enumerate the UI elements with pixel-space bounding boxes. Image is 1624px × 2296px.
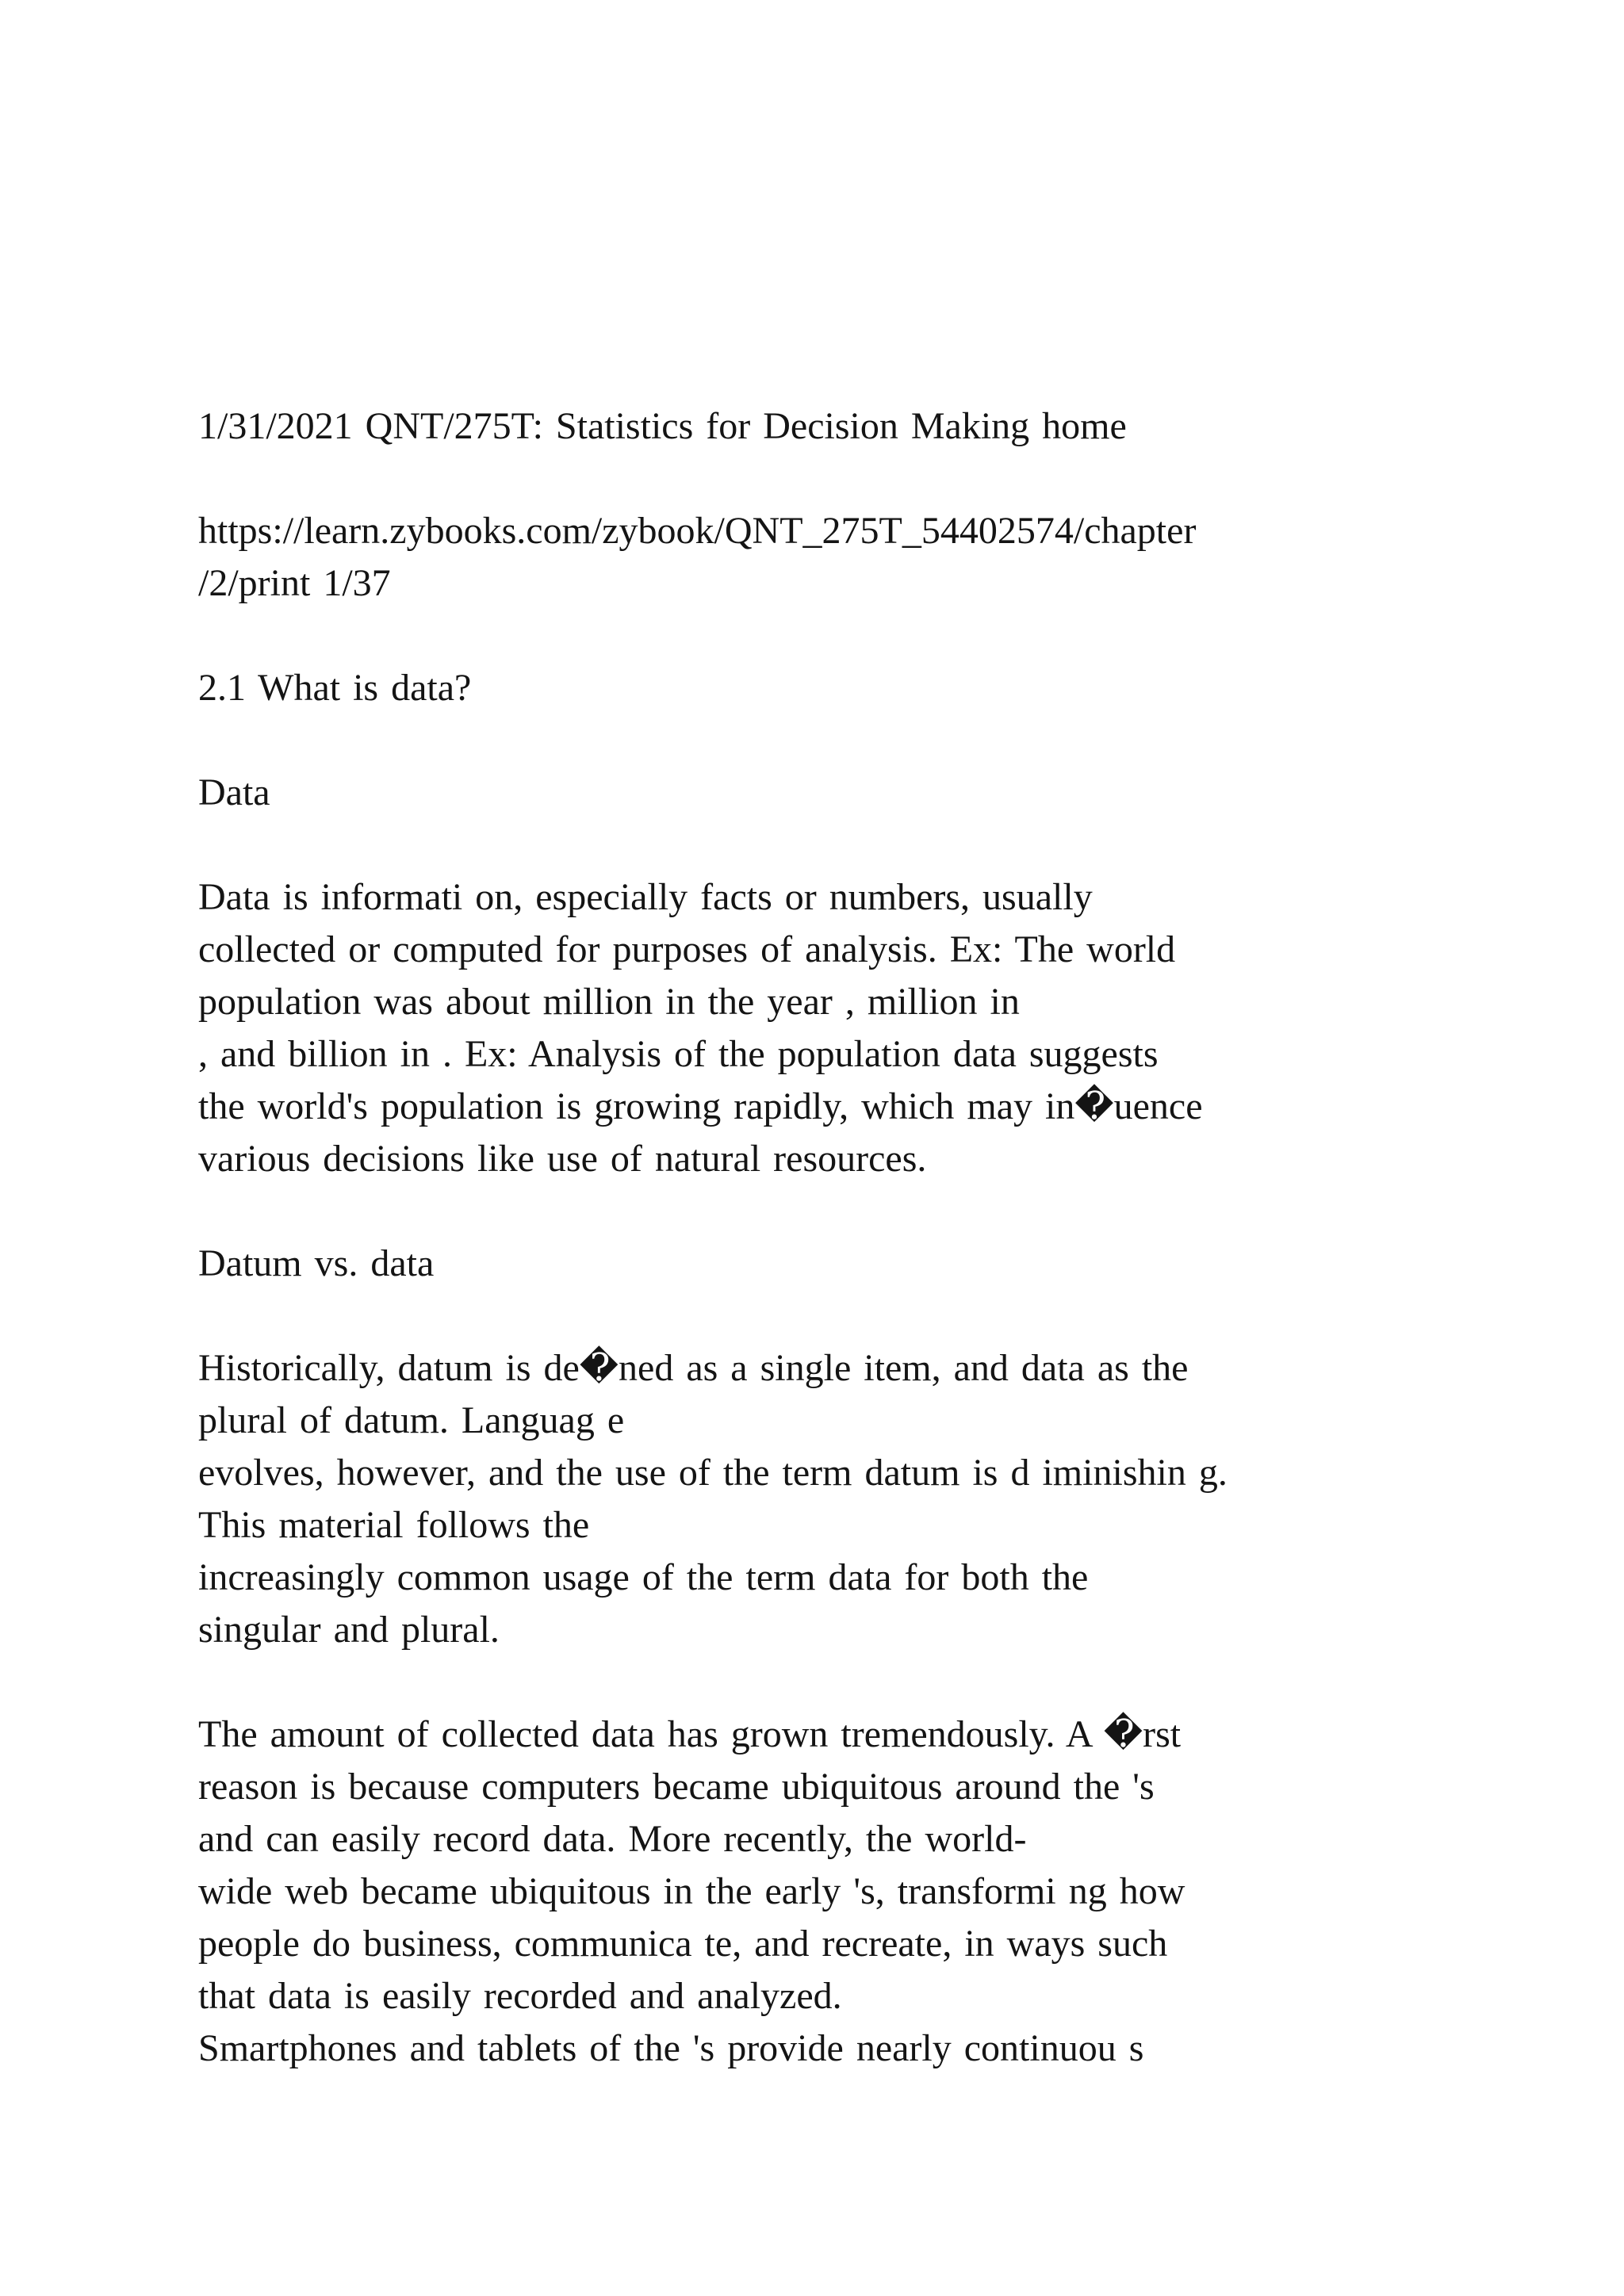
text-line: people do business, communica te, and recreate, in ways such xyxy=(198,1923,1168,1965)
text-line: the world's population is growing rapidly, which may in�uence xyxy=(198,1085,1203,1127)
datum-paragraph xyxy=(198,1342,1515,1656)
data-definition-paragraph xyxy=(198,871,1515,1185)
data-heading xyxy=(198,767,1515,819)
text-line: and can easily record data. More recently, the world- xyxy=(198,1818,1027,1860)
text-line: /2/print 1/37 xyxy=(198,562,391,604)
text-line: This material follows the xyxy=(198,1504,590,1546)
text-line: The amount of collected data has grown tremendously. A �rst xyxy=(198,1713,1182,1755)
text-line: Historically, datum is de�ned as a single item, and data as the xyxy=(198,1347,1189,1389)
text-line: https://learn.zybooks.com/zybook/QNT_275T_54402574/chapter xyxy=(198,510,1197,552)
text-line: singular and plural. xyxy=(198,1609,500,1651)
text-line: , and billion in . Ex: Analysis of the population data suggests xyxy=(198,1033,1159,1075)
text-line: plural of datum. Languag e xyxy=(198,1399,625,1441)
datum-heading xyxy=(198,1238,1515,1290)
text-line: various decisions like use of natural resources. xyxy=(198,1138,927,1180)
text-line: reason is because computers became ubiquitous around the 's xyxy=(198,1766,1155,1808)
text-line: 2.1 What is data? xyxy=(198,667,472,709)
growth-paragraph xyxy=(198,1709,1515,2075)
text-line: evolves, however, and the use of the term datum is d iminishin g. xyxy=(198,1452,1228,1494)
text-line: increasingly common usage of the term data for both the xyxy=(198,1556,1089,1598)
text-line: 1/31/2021 QNT/275T: Statistics for Decision Making home xyxy=(198,405,1127,447)
text-line: population was about million in the year , million in xyxy=(198,981,1020,1023)
header-course-line xyxy=(198,400,1515,453)
section-heading xyxy=(198,662,1515,714)
text-line: wide web became ubiquitous in the early 's, transformi ng how xyxy=(198,1870,1185,1912)
text-line: collected or computed for purposes of analysis. Ex: The world xyxy=(198,928,1176,970)
document-content xyxy=(198,400,1515,2075)
text-line: Data is informati on, especially facts or numbers, usually xyxy=(198,876,1093,918)
text-line: Data xyxy=(198,771,270,813)
text-line: Smartphones and tablets of the 's provide nearly continuou s xyxy=(198,2027,1144,2069)
header-url xyxy=(198,505,1515,610)
text-line: Datum vs. data xyxy=(198,1242,435,1284)
text-line: that data is easily recorded and analyzed. xyxy=(198,1975,842,2017)
